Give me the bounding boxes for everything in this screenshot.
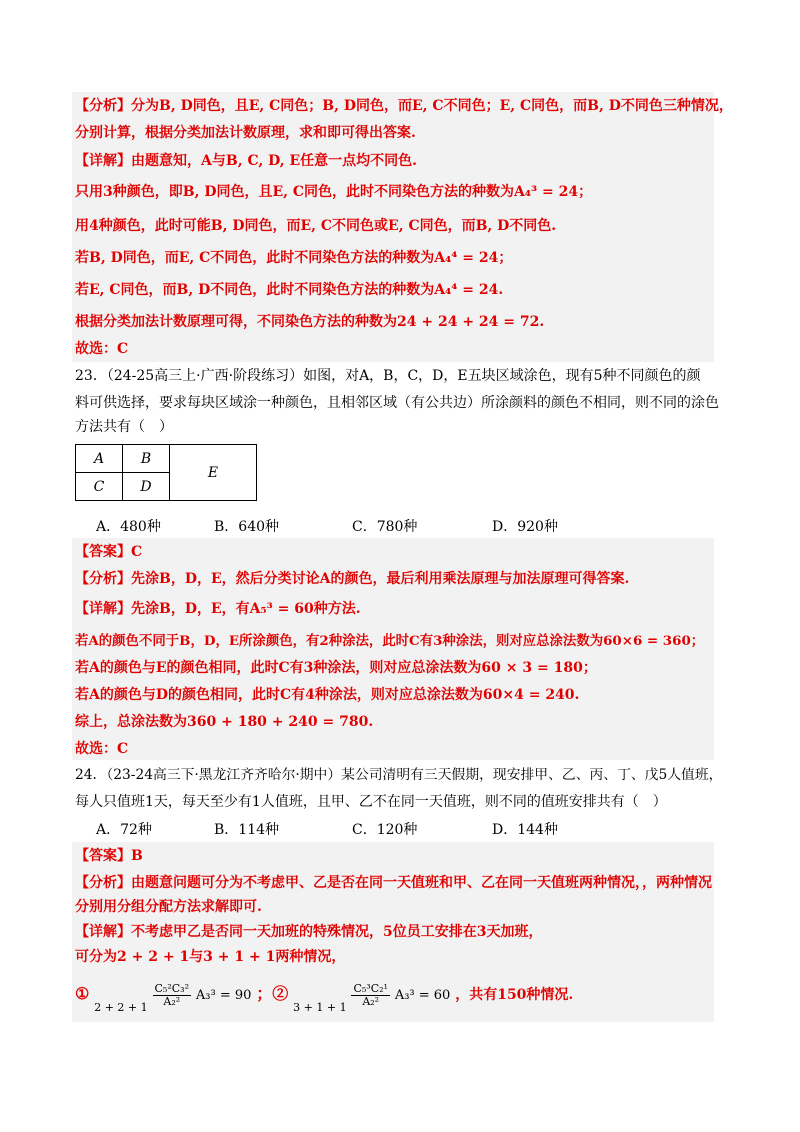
detail-line-1: 【详解】由题意知，A与B, C, D, E任意一点均不同色. [75,153,418,169]
case1-label: ① [75,984,90,1003]
answer-line: 【答案】B [75,848,143,864]
analysis-line-2: 分别计算，根据分类加法计数原理，求和即可得出答案. [75,125,416,141]
region-d: D [123,473,170,501]
solution-block-2 [72,538,714,760]
q24-option-a: A．72种 [96,822,152,838]
q23-option-a: A．480种 [96,519,161,535]
detail-line-4: 若B, D同色，而E, C不同色，此时不同染色方法的种数为A₄⁴ = 24； [75,250,513,266]
region-e: E [170,445,257,501]
detail-line-1: 【详解】先涂B，D，E，有A₅³ = 60种方法. [75,601,361,617]
detail-line-3: 若A的颜色与E的颜色相同，此时C有3种涂法，则对应总涂法数为60 × 3 = 180； [75,660,597,676]
region-figure [75,444,257,501]
detail-line-5: 若E, C同色，而B, D不同色，此时不同染色方法的种数为A₄⁴ = 24. [75,282,504,298]
q24-option-d: D．144种 [492,822,558,838]
region-a: A [76,445,123,473]
case1-fraction [153,983,191,1008]
q24-line-1: 24．（23-24高三下·黑龙江齐齐哈尔·期中）某公司清明有三天假期，现安排甲、乙、丙、丁、戊5人值班， [75,767,723,783]
detail-line-5: 综上，总涂法数为360 + 180 + 240 = 780. [75,714,374,730]
detail-line-2: 若A的颜色不同于B，D，E所涂颜色，有2种涂法，此时C有3种涂法，则对应总涂法数为60×6 = 360； [75,633,705,649]
solution-block-1 [72,92,733,362]
case2-tail: A₃³ = 60 [394,988,451,1003]
detail-line-2: 只用3种颜色，即B, D同色，且E, C同色，此时不同染色方法的种数为A₄³ = 24； [75,184,593,200]
case-formula-line [75,976,573,1020]
case1-denominator: A₂² [163,994,181,1008]
q23-option-c: C．780种 [352,519,418,535]
q23-option-b: B．640种 [214,519,280,535]
q24-option-b: B．114种 [214,822,280,838]
q23-line-2: 料可供选择，要求每块区域涂一种颜色，且相邻区域（有公共边）所涂颜料的颜色不相同，则不同的涂色 [75,395,719,411]
solution-block-3 [72,842,714,1022]
choice-line: 故选：C [75,741,129,757]
detail-line-4: 若A的颜色与D的颜色相同，此时C有4种涂法，则对应总涂法数为60×4 = 240. [75,687,580,703]
detail-line-3: 用4种颜色，此时可能B, D同色，而E, C不同色或E, C同色，而B, D不同色. [75,218,557,234]
region-c: C [76,473,123,501]
analysis-line-1: 【分析】分为B, D同色，且E, C同色；B, D同色，而E, C不同色；E, C同色，而B, D不同色三种情况， [75,98,733,114]
q24-option-c: C．120种 [352,822,418,838]
case1-numerator: C₅²C₃² [154,981,189,995]
detail-line-1: 【详解】不考虑甲乙是否同一天加班的特殊情况，5位员工安排在3天加班， [75,924,543,940]
case-separator: ；② [256,984,289,1003]
case2-numerator: C₅³C₂¹ [353,981,388,995]
q23-line-1: 23．（24-25高三上·广西·阶段练习）如图，对A，B，C，D，E五块区域涂色，现有5种不同颜色的颜 [75,368,701,384]
analysis-line: 【分析】先涂B，D，E，然后分类讨论A的颜色，最后利用乘法原理与加法原理可得答案. [75,571,630,587]
q24-line-2: 每人只值班1天，每天至少有1人值班，且甲、乙不在同一天值班，则不同的值班安排共有（ ） [75,794,667,810]
q23-option-d: D．920种 [492,519,558,535]
analysis-line-2: 分别用分组分配方法求解即可. [75,899,262,915]
case-ending: ，共有150种情况. [455,987,574,1003]
case2-fraction [351,983,389,1008]
detail-line-2: 可分为2 + 2 + 1与3 + 1 + 1两种情况， [75,949,346,965]
case2-subscript: 3 + 1 + 1 [293,1001,347,1014]
answer-choice: 故选：C [75,341,129,357]
case1-tail: A₃³ = 90 [195,988,252,1003]
q23-line-3: 方法共有（ ） [75,419,173,435]
answer-line: 【答案】C [75,544,143,560]
detail-line-6: 根据分类加法计数原理可得，不同染色方法的种数为24 + 24 + 24 = 72. [75,314,545,330]
case2-denominator: A₂² [362,994,380,1008]
case1-subscript: 2 + 2 + 1 [94,1001,148,1014]
region-b: B [123,445,170,473]
analysis-line-1: 【分析】由题意问题可分为不考虑甲、乙是否在同一天值班和甲、乙在同一天值班两种情况，，两种情况 [75,875,712,891]
